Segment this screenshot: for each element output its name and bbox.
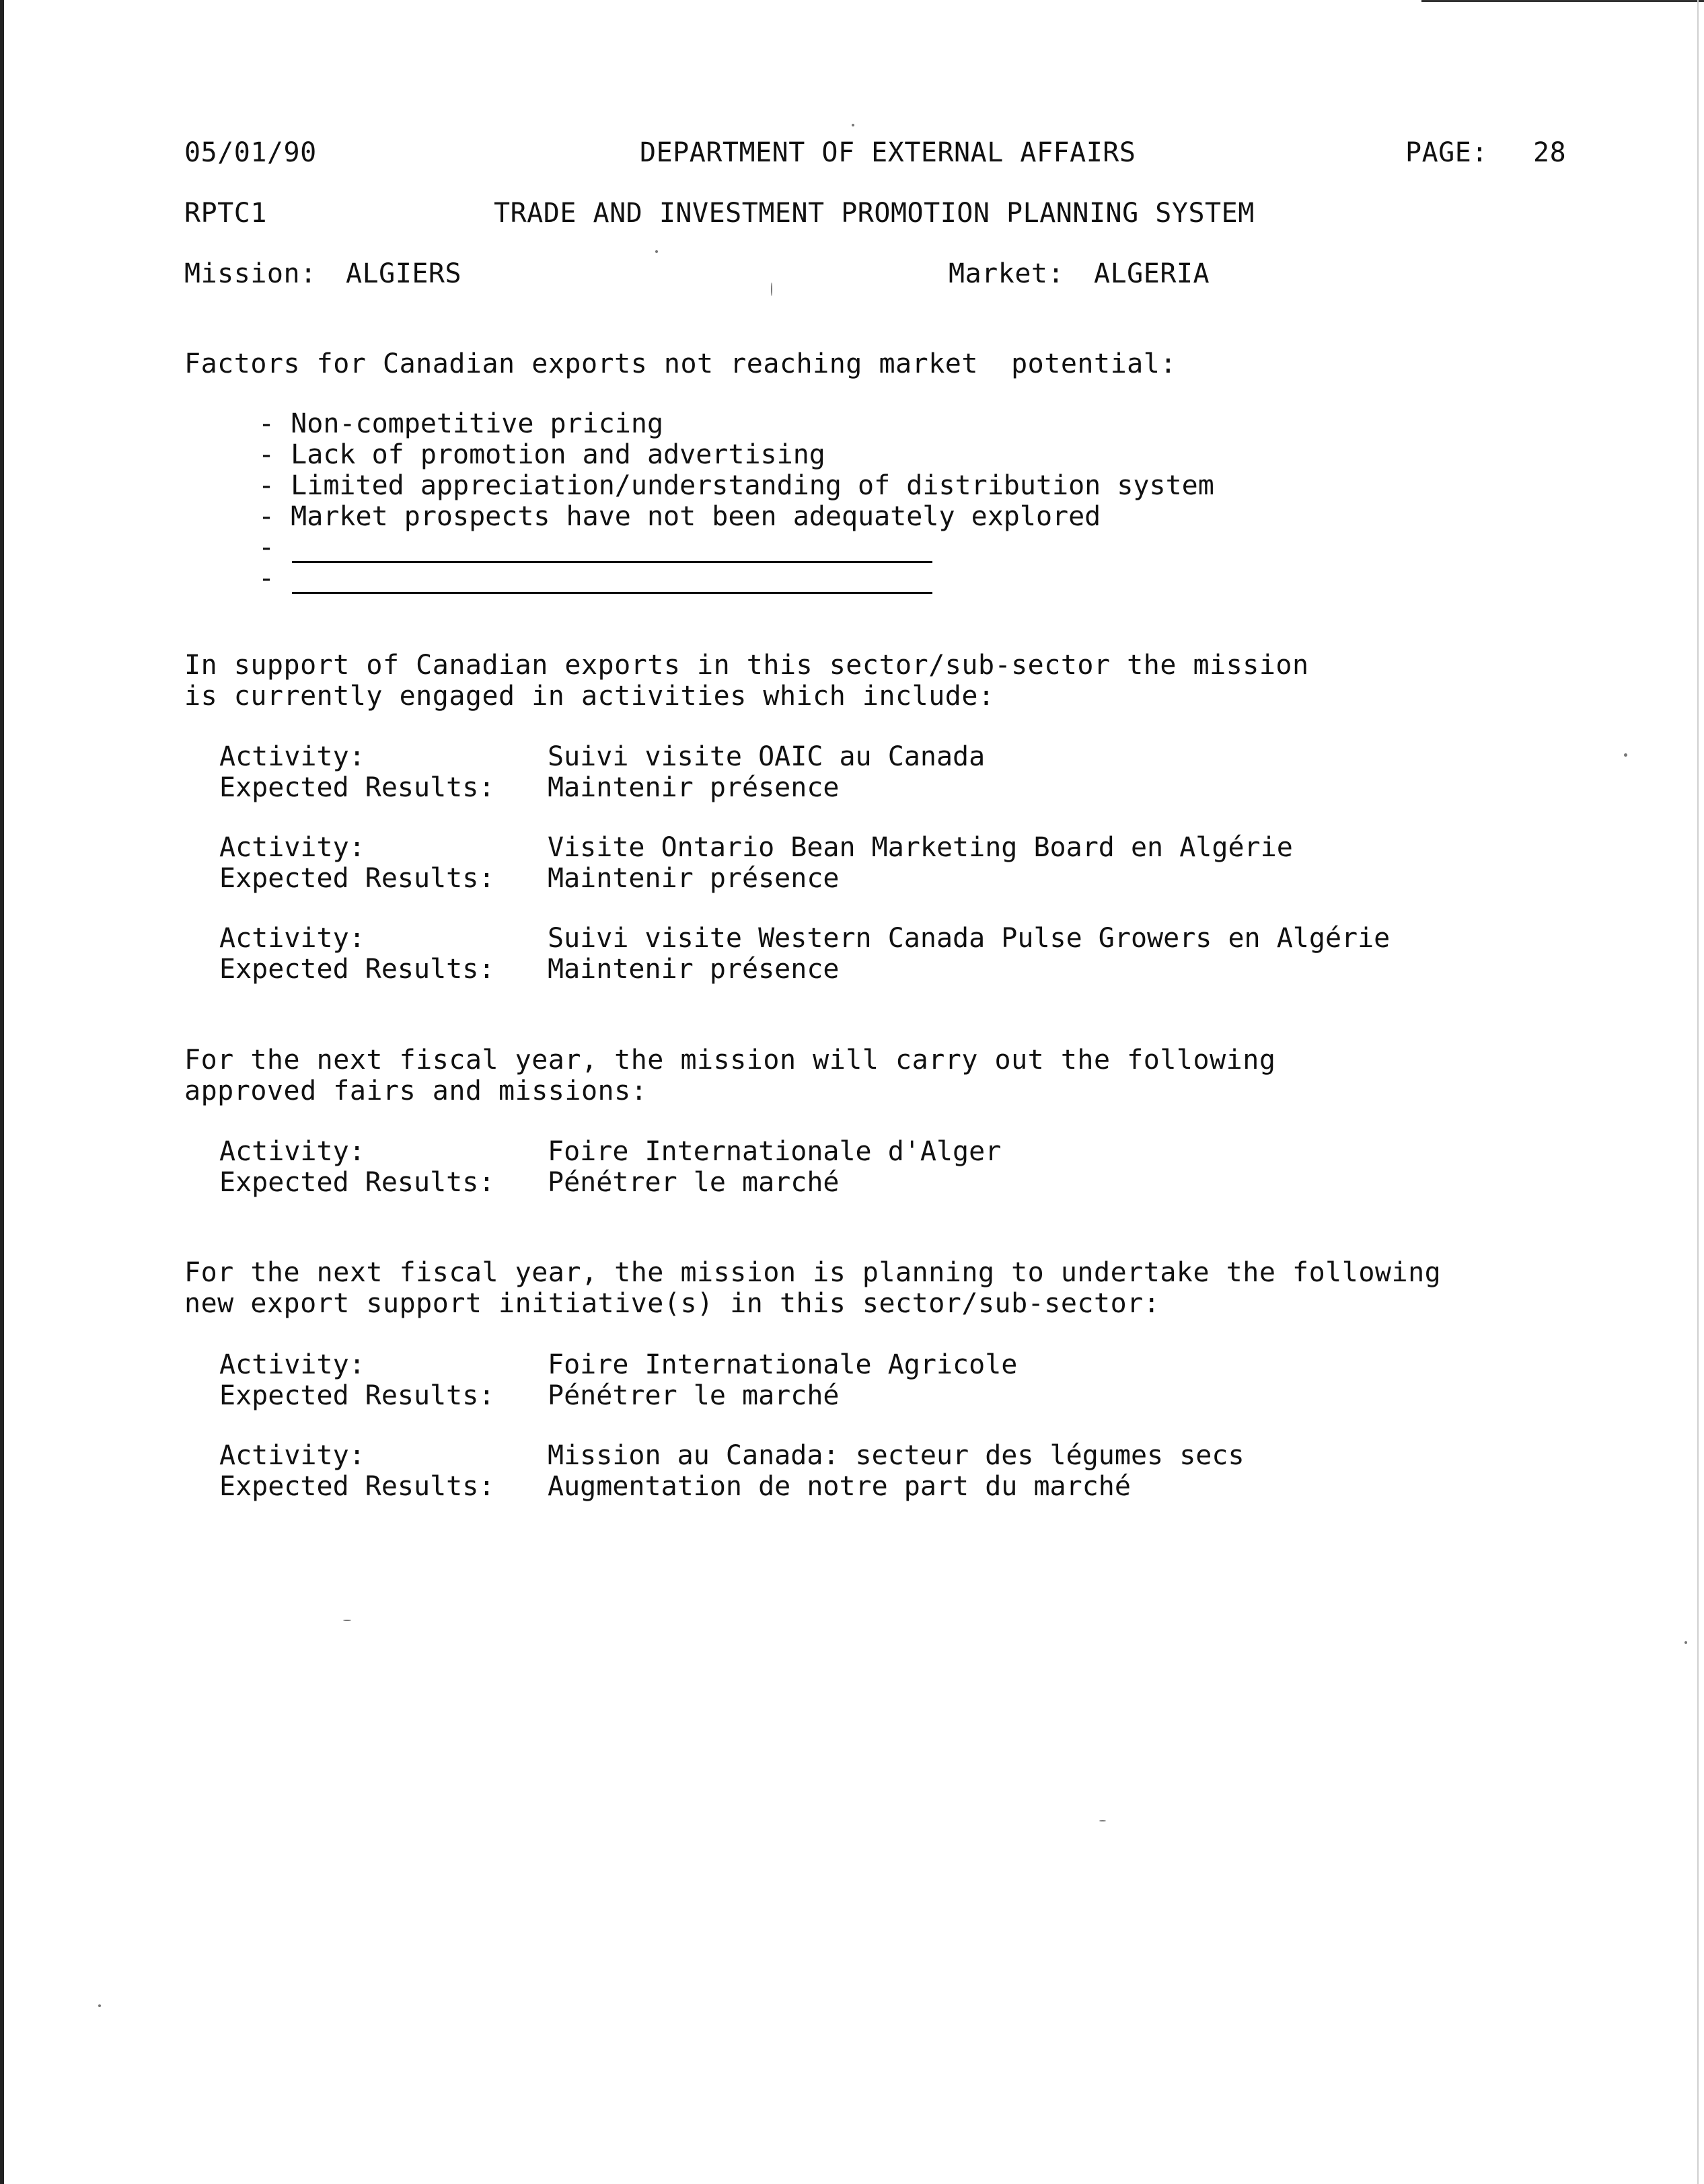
factor-item: - Market prospects have not been adequately explored: [258, 501, 1101, 532]
results-value: Maintenir présence: [548, 954, 840, 985]
activity-label: Activity:: [219, 1440, 365, 1471]
report-date: 05/01/90: [184, 137, 317, 168]
activity-label: Activity:: [219, 1136, 365, 1167]
scan-speck: [1099, 1820, 1106, 1821]
activity-value: Foire Internationale d'Alger: [548, 1136, 1002, 1167]
results-label: Expected Results:: [219, 954, 495, 985]
planned-intro-line2: new export support initiative(s) in this sector/sub-sector:: [184, 1288, 1160, 1319]
results-value: Maintenir présence: [548, 772, 840, 803]
factor-item-blank: -: [258, 532, 275, 563]
results-label: Expected Results:: [219, 863, 495, 894]
activity-value: Foire Internationale Agricole: [548, 1349, 1018, 1380]
activity-label: Activity:: [219, 923, 365, 954]
scan-speck: [343, 1620, 351, 1621]
market-value: ALGERIA: [1094, 258, 1210, 289]
activity-block: [219, 1136, 1001, 1198]
activity-block: [219, 832, 1293, 894]
results-value: Maintenir présence: [548, 863, 840, 894]
activity-label: Activity:: [219, 741, 365, 772]
mission-label: Mission:: [184, 258, 317, 289]
blank-underline: [292, 592, 932, 594]
activity-label: Activity:: [219, 832, 365, 863]
factor-item: - Non-competitive pricing: [258, 408, 664, 439]
activity-label: Activity:: [219, 1349, 365, 1380]
scan-edge-top: [1421, 0, 1704, 2]
activity-value: Suivi visite Western Canada Pulse Growers en Algérie: [548, 923, 1391, 954]
report-code: RPTC1: [184, 198, 267, 229]
factor-item: - Limited appreciation/understanding of distribution system: [258, 470, 1214, 501]
mission-value: ALGIERS: [346, 258, 462, 289]
activity-block: [219, 741, 985, 803]
results-value: Pénétrer le marché: [548, 1380, 840, 1411]
results-label: Expected Results:: [219, 772, 495, 803]
activity-block: [219, 1440, 1245, 1502]
activity-value: Suivi visite OAIC au Canada: [548, 741, 986, 772]
factor-item: - Lack of promotion and advertising: [258, 439, 825, 470]
approved-intro-line1: For the next fiscal year, the mission will carry out the following: [184, 1045, 1276, 1076]
page-number: 28: [1533, 137, 1567, 168]
blank-underline: [292, 561, 932, 563]
factor-item-blank: -: [258, 563, 275, 594]
scan-speck: [771, 283, 772, 296]
market-label: Market:: [949, 258, 1065, 289]
activity-value: Mission au Canada: secteur des légumes secs: [548, 1440, 1245, 1471]
activity-block: [219, 1349, 1017, 1411]
results-label: Expected Results:: [219, 1380, 495, 1411]
results-label: Expected Results:: [219, 1471, 495, 1502]
scan-edge-right: [1697, 0, 1699, 2184]
factors-intro: Factors for Canadian exports not reaching market potential:: [184, 348, 1177, 379]
approved-intro-line2: approved fairs and missions:: [184, 1076, 648, 1106]
planned-intro-line1: For the next fiscal year, the mission is planning to undertake the following: [184, 1257, 1442, 1288]
results-value: Pénétrer le marché: [548, 1167, 840, 1198]
current-intro-line2: is currently engaged in activities which include:: [184, 681, 995, 712]
scan-speck: [1624, 753, 1627, 757]
results-value: Augmentation de notre part du marché: [548, 1471, 1131, 1502]
scan-speck: [852, 124, 854, 126]
department-name: DEPARTMENT OF EXTERNAL AFFAIRS: [640, 137, 1136, 168]
scan-speck: [655, 250, 658, 253]
results-label: Expected Results:: [219, 1167, 495, 1198]
page-label: PAGE:: [1405, 137, 1488, 168]
current-intro-line1: In support of Canadian exports in this sector/sub-sector the mission: [184, 650, 1309, 681]
scan-speck: [1684, 1641, 1687, 1644]
activity-block: [219, 923, 1390, 985]
system-title: TRADE AND INVESTMENT PROMOTION PLANNING SYSTEM: [494, 198, 1255, 229]
activity-value: Visite Ontario Bean Marketing Board en Algérie: [548, 832, 1293, 863]
scan-speck: [98, 2004, 101, 2007]
